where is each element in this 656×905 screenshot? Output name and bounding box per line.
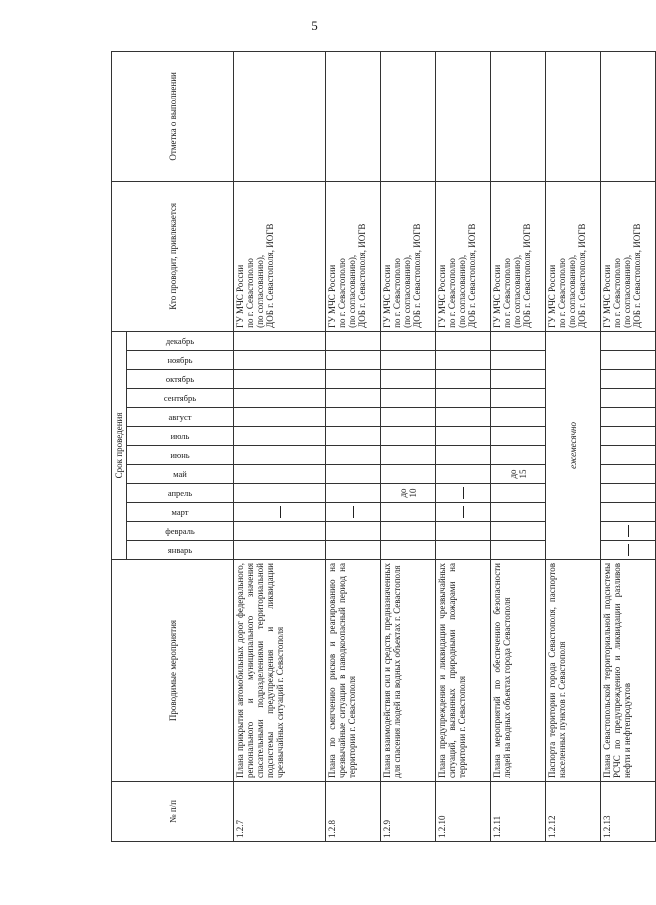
month-april: апрель	[127, 484, 234, 503]
row-who: ГУ МЧС России по г. Севастополю (по согласованию), ДОБ г. Севастополя, ИОГВ	[326, 181, 381, 331]
row-mark	[326, 51, 381, 181]
row-mark	[381, 51, 436, 181]
row-who: ГУ МЧС России по г. Севастополю (по согласованию), ДОБ г. Севастополя, ИОГВ	[381, 181, 436, 331]
page-number: 5	[311, 18, 318, 33]
dash-mark	[280, 506, 281, 518]
row-mark	[234, 51, 326, 181]
month-july: июль	[127, 427, 234, 446]
row-who: ГУ МЧС России по г. Севастополю (по согласованию), ДОБ г. Севастополя, ИОГВ	[491, 181, 546, 331]
row-number: 1.2.12	[546, 782, 601, 842]
april-mark	[436, 484, 491, 503]
row-number: 1.2.9	[381, 782, 436, 842]
header-row-1	[112, 51, 127, 841]
table-row	[491, 51, 546, 841]
march-mark	[326, 503, 381, 522]
row-number: 1.2.11	[491, 782, 546, 842]
header-period: Срок проведения	[112, 331, 127, 559]
row-activity: Плана Севастопольской территориальной подсистемы РСЧС по предупреждению и ликвидации разливов нефти и нефтепродуктов	[601, 560, 656, 782]
dash-mark	[353, 506, 354, 518]
row-who: ГУ МЧС России по г. Севастополю (по согласованию), ДОБ г. Севастополя, ИОГВ	[601, 181, 656, 331]
table-row	[381, 51, 436, 841]
row-who: ГУ МЧС России по г. Севастополю (по согласованию), ДОБ г. Севастополя, ИОГВ	[234, 181, 326, 331]
table-row	[326, 51, 381, 841]
month-august: август	[127, 408, 234, 427]
row-mark	[601, 51, 656, 181]
row-activity: Плана предупреждения и ликвидации чрезвычайных ситуаций, вызванных природными пожарами на территории г. Севастополя	[436, 560, 491, 782]
header-who: Кто проводит, привлекается	[112, 181, 234, 331]
row-activity: Плана взаимодействия сил и средств, предназначенных для спасения людей на водных объектах г. Севастополя	[381, 560, 436, 782]
row-number: 1.2.8	[326, 782, 381, 842]
row-mark	[436, 51, 491, 181]
table-row	[601, 51, 656, 841]
activities-table	[111, 51, 656, 842]
dash-mark	[628, 544, 629, 556]
month-november: ноябрь	[127, 351, 234, 370]
row-activity: Плана мероприятий по обеспечению безопасности людей на водных объектах города Севастополя	[491, 560, 546, 782]
monthly-span: ежемесячно	[546, 331, 601, 559]
row-activity: Плана по смягчению рисков и реагированию на чрезвычайные ситуации в паводкоопасный период на территории г. Севастополя	[326, 560, 381, 782]
month-february: февраль	[127, 522, 234, 541]
dash-mark	[463, 487, 464, 499]
row-who: ГУ МЧС России по г. Севастополю (по согласованию), ДОБ г. Севастополя, ИОГВ	[546, 181, 601, 331]
row-who: ГУ МЧС России по г. Севастополю (по согласованию), ДОБ г. Севастополя, ИОГВ	[436, 181, 491, 331]
row-number: 1.2.7	[234, 782, 326, 842]
row-activity: Плана прикрытия автомобильных дорог федерального, регионального и муниципального значения спасательными подразделениями территориальной подсистемы предупреждения и ликвидации чрезвычайных ситуаций г. Севастополя	[234, 560, 326, 782]
month-september: сентябрь	[127, 389, 234, 408]
header-mark: Отметка о выполнении	[112, 51, 234, 181]
dash-mark	[463, 506, 464, 518]
april-deadline: до 10	[381, 484, 436, 503]
row-mark	[546, 51, 601, 181]
month-october: октябрь	[127, 370, 234, 389]
rotated-table-container	[111, 52, 642, 842]
month-june: июнь	[127, 446, 234, 465]
month-may: май	[127, 465, 234, 484]
march-mark	[436, 503, 491, 522]
month-march: март	[127, 503, 234, 522]
header-num: № п/п	[112, 782, 234, 842]
month-december: декабрь	[127, 331, 234, 350]
row-number: 1.2.13	[601, 782, 656, 842]
row-mark	[491, 51, 546, 181]
may-deadline: до 15	[491, 465, 546, 484]
month-january: январь	[127, 541, 234, 560]
row-activity: Паспорта территории города Севастополя, паспортов населенных пунктов г. Севастополя	[546, 560, 601, 782]
march-mark	[234, 503, 326, 522]
rotated-table-wrapper	[111, 52, 642, 842]
row-number: 1.2.10	[436, 782, 491, 842]
dash-mark	[628, 525, 629, 537]
table-row	[546, 51, 601, 841]
table-row	[436, 51, 491, 841]
february-mark	[601, 522, 656, 541]
table-row	[234, 51, 326, 841]
header-activity: Проводимые мероприятия	[112, 560, 234, 782]
january-mark	[601, 541, 656, 560]
